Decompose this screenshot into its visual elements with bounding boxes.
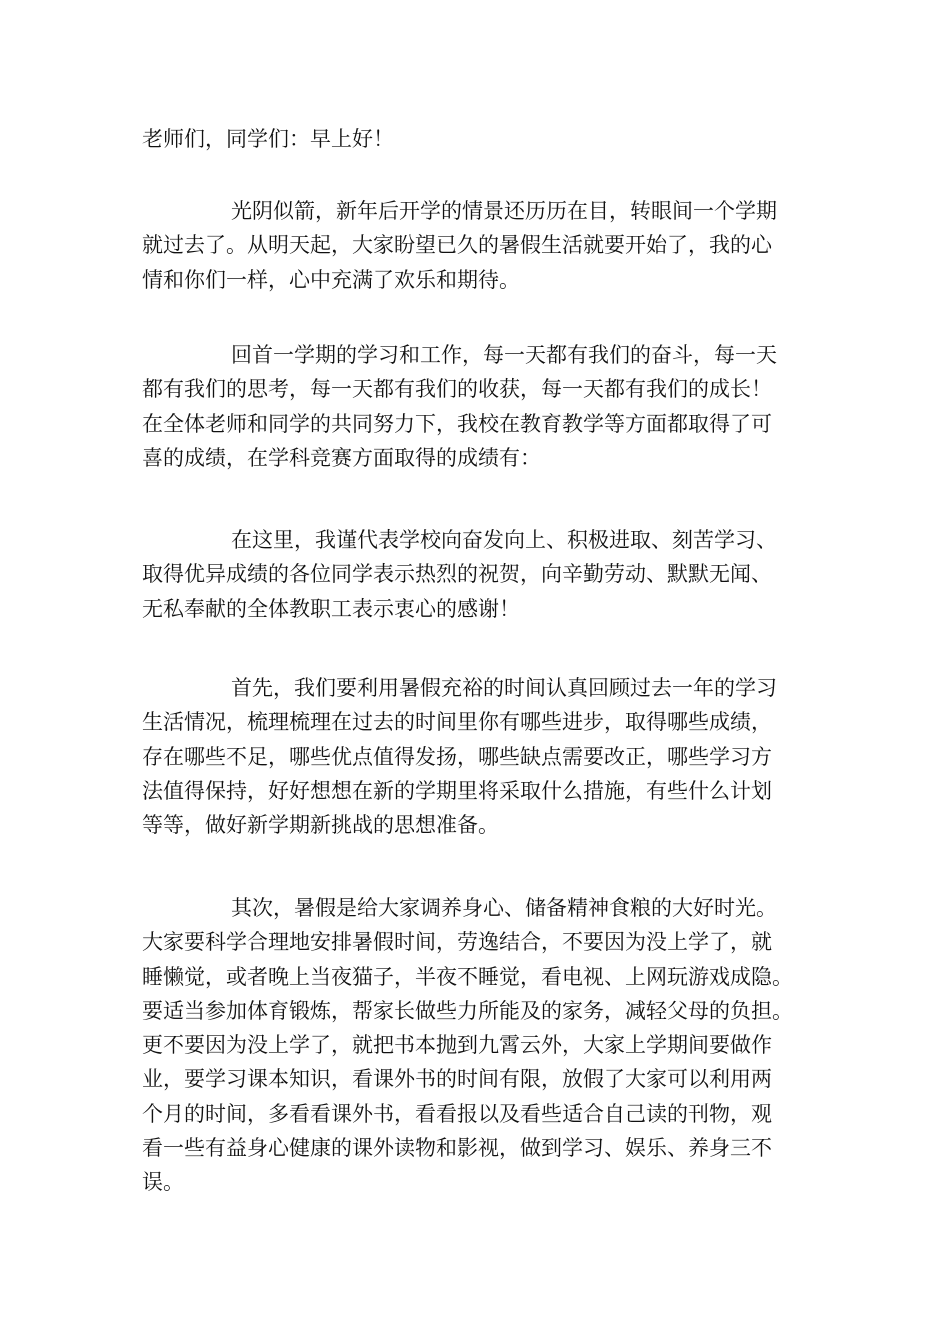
- paragraph-line: 喜的成绩，在学科竞赛方面取得的成绩有：: [142, 445, 541, 470]
- paragraph-line: 等等，做好新学期新挑战的思想准备。: [142, 813, 499, 838]
- paragraph-line: 情和你们一样，心中充满了欢乐和期待。: [142, 267, 520, 292]
- paragraph-line: 都有我们的思考，每一天都有我们的收获，每一天都有我们的成长！: [142, 377, 772, 402]
- paragraph-line: 在全体老师和同学的共同努力下，我校在教育教学等方面都取得了可: [142, 411, 772, 436]
- paragraph-line: 首先，我们要利用暑假充裕的时间认真回顾过去一年的学习: [231, 676, 777, 700]
- paragraph-line: 其次，暑假是给大家调养身心、储备精神食粮的大好时光。: [231, 896, 777, 920]
- paragraph-line: 存在哪些不足，哪些优点值得发扬，哪些缺点需要改正，哪些学习方: [142, 744, 772, 769]
- paragraph-line: 光阴似箭，新年后开学的情景还历历在目，转眼间一个学期: [231, 199, 777, 223]
- greeting-text: 老师们，同学们：早上好！: [142, 127, 394, 151]
- paragraph-1: [142, 194, 812, 297]
- paragraph-line: 法值得保持，好好想想在新的学期里将采取什么措施，有些什么计划: [142, 778, 772, 803]
- paragraph-line: 更不要因为没上学了，就把书本抛到九霄云外，大家上学期间要做作: [142, 1033, 772, 1058]
- paragraph-line: 误。: [142, 1170, 184, 1195]
- paragraph-line: 生活情况，梳理梳理在过去的时间里你有哪些进步，取得哪些成绩，: [142, 710, 772, 735]
- paragraph-line: 大家要科学合理地安排暑假时间，劳逸结合，不要因为没上学了，就: [142, 930, 772, 955]
- paragraph-5: [142, 891, 812, 1200]
- paragraph-3: [142, 523, 812, 626]
- paragraph-2: [142, 338, 812, 475]
- paragraph-line: 睡懒觉，或者晚上当夜猫子，半夜不睡觉，看电视、上网玩游戏成隐。: [142, 964, 793, 989]
- paragraph-line: 在这里，我谨代表学校向奋发向上、积极进取、刻苦学习、: [231, 528, 777, 552]
- paragraph-line: 个月的时间，多看看课外书，看看报以及看些适合自己读的刊物，观: [142, 1101, 772, 1126]
- paragraph-line: 无私奉献的全体教职工表示衷心的感谢！: [142, 596, 520, 621]
- paragraph-4: [142, 671, 812, 842]
- paragraph-line: 回首一学期的学习和工作，每一天都有我们的奋斗，每一天: [231, 343, 777, 367]
- greeting-line: [142, 122, 812, 156]
- paragraph-line: 取得优异成绩的各位同学表示热烈的祝贺，向辛勤劳动、默默无闻、: [142, 562, 772, 587]
- paragraph-line: 业，要学习课本知识，看课外书的时间有限，放假了大家可以利用两: [142, 1067, 772, 1092]
- paragraph-line: 就过去了。从明天起，大家盼望已久的暑假生活就要开始了，我的心: [142, 233, 772, 258]
- paragraph-line: 要适当参加体育锻炼，帮家长做些力所能及的家务，减轻父母的负担。: [142, 998, 793, 1023]
- paragraph-line: 看一些有益身心健康的课外读物和影视，做到学习、娱乐、养身三不: [142, 1136, 772, 1161]
